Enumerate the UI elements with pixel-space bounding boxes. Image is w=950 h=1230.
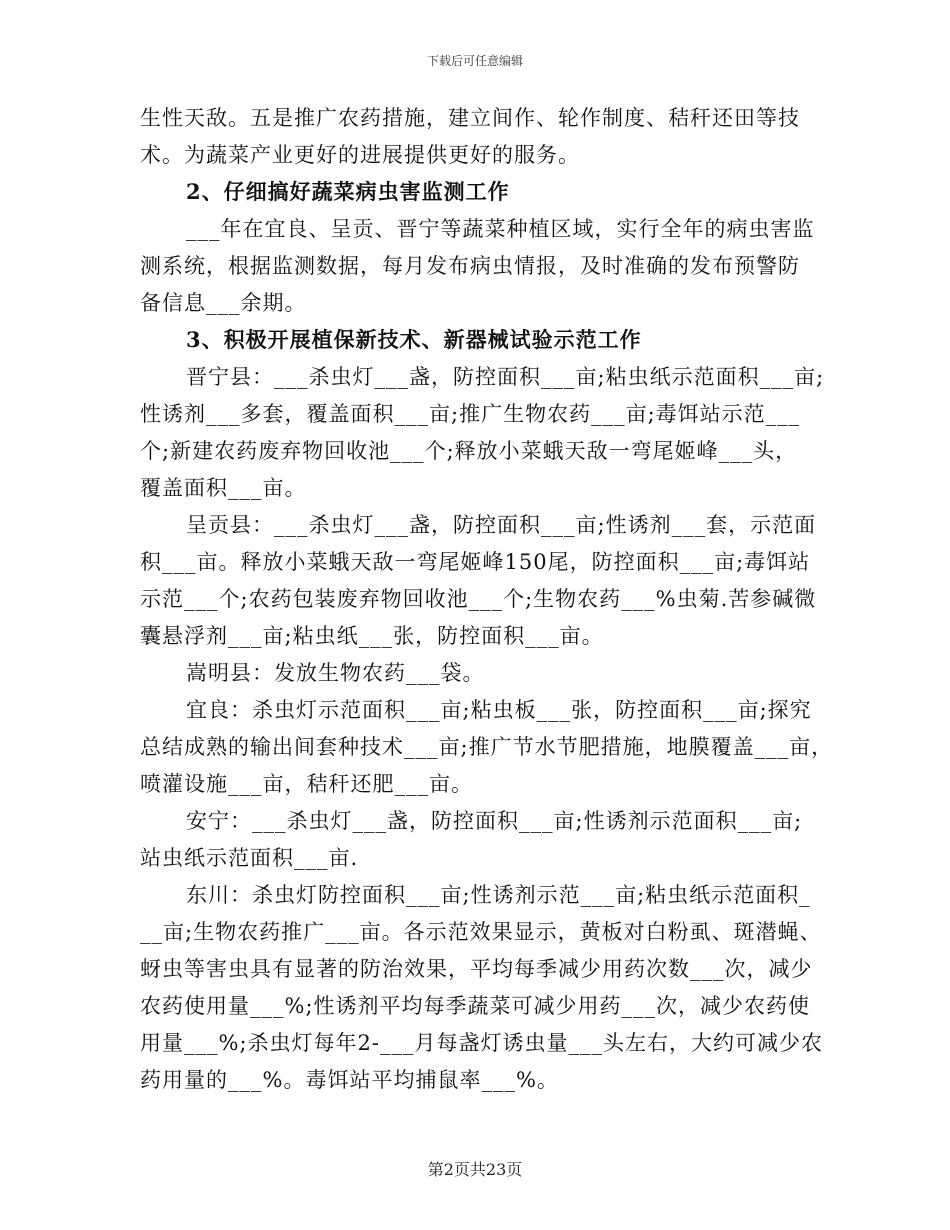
text-line: 囊悬浮剂___亩;粘虫纸___张，防控面积___亩。 xyxy=(140,624,604,648)
text-line: 生性天敌。五是推广农药措施，建立间作、轮作制度、秸秆还田等技 xyxy=(140,106,800,130)
text-line: ___年在宜良、呈贡、晋宁等蔬菜种植区域，实行全年的病虫害监 xyxy=(186,217,815,241)
document-body xyxy=(140,106,834,1105)
text-line: 药用量的___%。毒饵站平均捕鼠率___%。 xyxy=(140,1068,559,1092)
text-line: 测系统，根据监测数据，每月发布病虫情报，及时准确的发布预警防 xyxy=(140,254,800,278)
page-footer: 第2页共23页 xyxy=(427,1160,523,1179)
text-line: 个;新建农药废弃物回收池___个;释放小菜蛾天敌一弯尾姬峰___头， xyxy=(140,439,798,463)
page-header: 下载后可任意编辑 xyxy=(426,54,523,68)
section-heading: 3、积极开展植保新技术、新器械试验示范工作 xyxy=(186,327,642,352)
text-line: 用量___%;杀虫灯每年2-___月每盏灯诱虫量___头左右，大约可减少农 xyxy=(140,1031,823,1055)
text-line: 示范___个;农药包装废弃物回收池___个;生物农药___%虫菊.苦参碱微 xyxy=(140,587,817,611)
text-line: 蚜虫等害虫具有显著的防治效果，平均每季减少用药次数___次，减少 xyxy=(140,957,813,981)
text-line: __亩;生物农药推广___亩。各示范效果显示，黄板对白粉虱、斑潜蝇、 xyxy=(140,920,822,944)
text-line: 呈贡县：___杀虫灯___盏，防控面积___亩;性诱剂___套，示范面 xyxy=(186,513,817,537)
text-line: 晋宁县：___杀虫灯___盏，防控面积___亩;粘虫纸示范面积___亩; xyxy=(186,365,825,389)
text-line: 性诱剂___多套，覆盖面积___亩;推广生物农药___亩;毒饵站示范___ xyxy=(140,402,801,426)
text-line: 东川：杀虫灯防控面积___亩;性诱剂示范___亩;粘虫纸示范面积_ xyxy=(186,883,811,907)
text-line: 农药使用量___%;性诱剂平均每季蔬菜可减少用药___次，减少农药使 xyxy=(140,994,811,1018)
text-line: 宜良：杀虫灯示范面积___亩;粘虫板___张，防控面积___亩;探究 xyxy=(186,698,812,722)
text-line: 总结成熟的输出间套种技术___亩;推广节水节肥措施，地膜覆盖___亩， xyxy=(140,735,834,759)
text-line: 覆盖面积___亩。 xyxy=(140,476,307,500)
text-line: 备信息___余期。 xyxy=(140,291,307,315)
section-heading: 2、仔细搞好蔬菜病虫害监测工作 xyxy=(186,179,510,204)
text-line: 术。为蔬菜产业更好的进展提供更好的服务。 xyxy=(140,143,580,167)
text-line: 喷灌设施___亩，秸秆还肥___亩。 xyxy=(140,772,473,796)
text-line: 嵩明县：发放生物农药___袋。 xyxy=(186,661,485,685)
text-line: 安宁：___杀虫灯___盏，防控面积___亩;性诱剂示范面积___亩; xyxy=(186,809,803,833)
text-line: 站虫纸示范面积___亩. xyxy=(140,846,359,870)
text-line: 积___亩。释放小菜蛾天敌一弯尾姬峰150尾，防控面积___亩;毒饵站 xyxy=(140,550,811,574)
